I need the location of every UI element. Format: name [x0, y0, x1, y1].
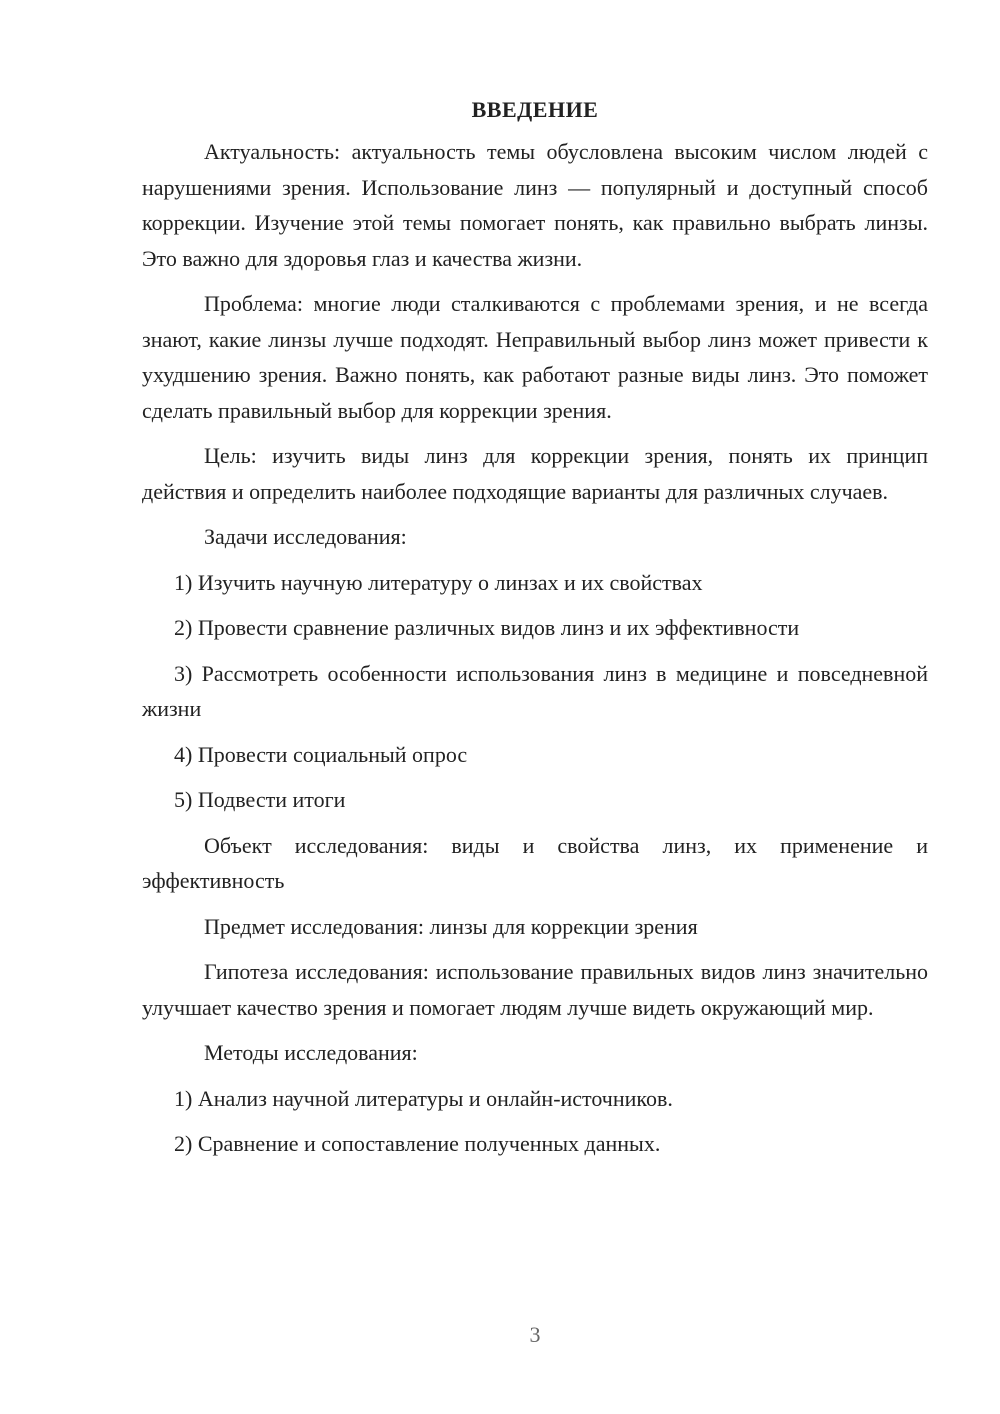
task-item: 1) Изучить научную литературу о линзах и их свойствах — [174, 569, 703, 595]
tasks-heading: Задачи исследования: — [204, 524, 407, 549]
paragraph-subject: Предмет исследования: линзы для коррекции зрения — [204, 913, 698, 939]
task-item: 5) Подвести итоги — [174, 787, 346, 812]
method-item: 1) Анализ научной литературы и онлайн-источников. — [174, 1085, 673, 1111]
task-item: 3) Рассмотреть особенности использования линз в медицине и повседневной жизни — [142, 660, 928, 721]
page-number: 3 — [529, 1322, 541, 1347]
paragraph-goal: Цель: изучить виды линз для коррекции зрения, понять их принцип действия и определить наиболее подходящие варианты для различных случаев. — [142, 443, 928, 504]
method-item: 2) Сравнение и сопоставление полученных данных. — [174, 1131, 661, 1156]
task-item: 4) Провести социальный опрос — [174, 741, 468, 767]
paragraph-relevance: Актуальность: актуальность темы обусловлена высоким числом людей с нарушениями зрения. Использование линз — популярный и доступный способ коррекции. Изучение этой темы помогает понять, как правильно выбрать линзы. Это важно для здоровья глаз и качества жизни. — [142, 139, 928, 271]
task-item: 2) Провести сравнение различных видов линз и их эффективности — [174, 615, 800, 640]
paragraph-problem: Проблема: многие люди сталкиваются с проблемами зрения, и не всегда знают, какие линзы лучше подходят. Неправильный выбор линз может привести к ухудшению зрения. Важно понять, как работают разные виды линз. Это поможет сделать правильный выбор для коррекции зрения. — [142, 291, 928, 423]
document-body — [142, 92, 928, 1172]
paragraph-object: Объект исследования: виды и свойства линз, их применение и эффективность — [142, 832, 928, 893]
methods-heading: Методы исследования: — [204, 1040, 418, 1065]
paragraph-hypothesis: Гипотеза исследования: использование правильных видов линз значительно улучшает качество зрения и помогает людям лучше видеть окружающий мир. — [142, 959, 928, 1020]
section-title: ВВЕДЕНИЕ — [471, 97, 599, 122]
